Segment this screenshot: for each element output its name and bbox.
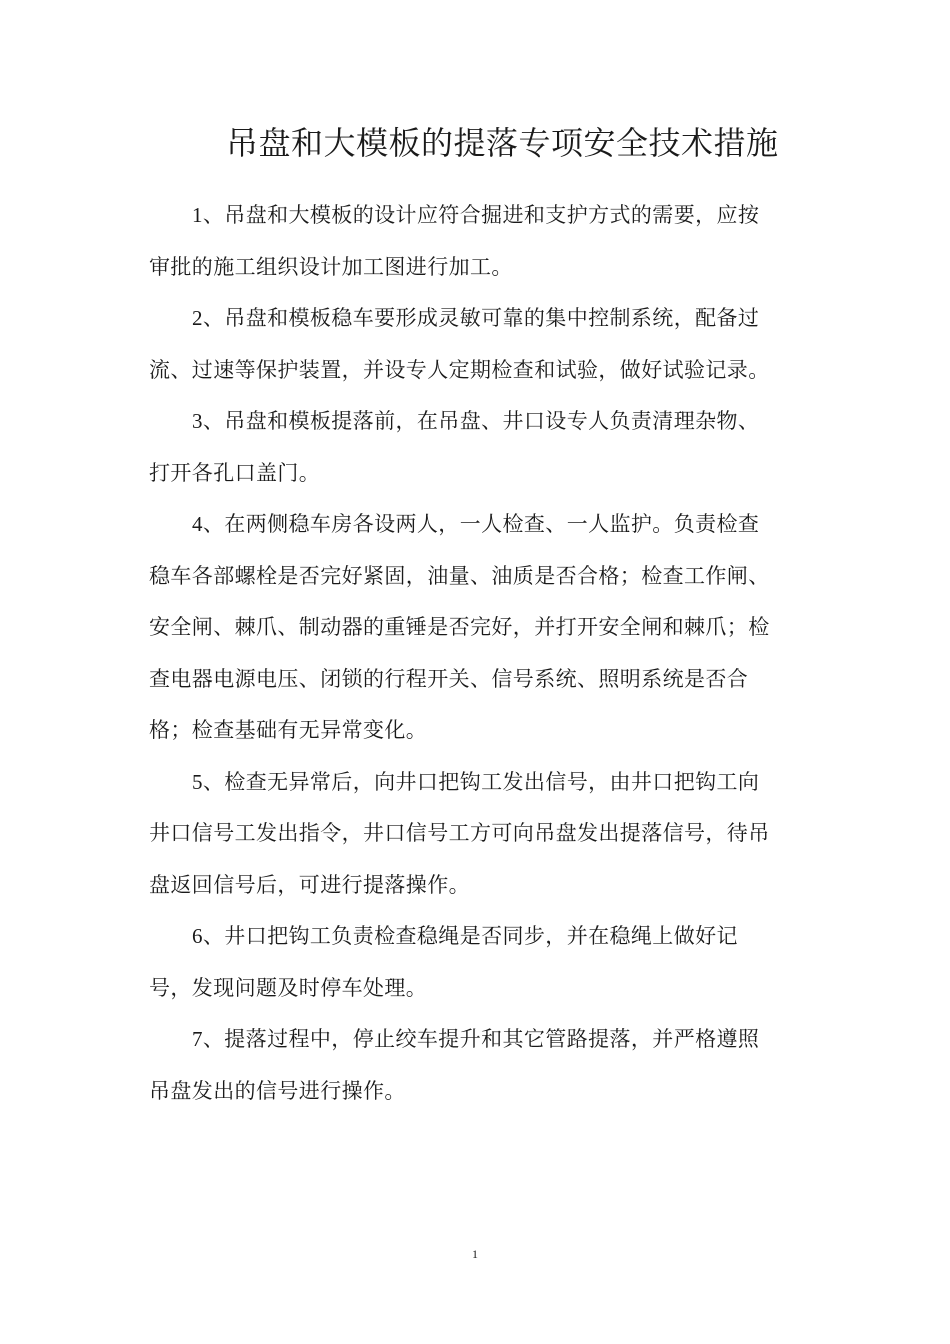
paragraph-2 [149,293,809,396]
paragraph-line [149,757,809,809]
paragraph-number: 3 [192,409,203,433]
paragraph-text: 、吊盘和模板提落前，在吊盘、井口设专人负责清理杂物、 [202,409,760,433]
paragraph-number: 7 [192,1027,203,1051]
paragraph-number: 4 [192,512,203,536]
paragraph-line: 打开各孔口盖门。 [149,460,321,485]
paragraph-line: 格；检查基础有无异常变化。 [149,718,428,742]
paragraph-line [149,293,809,345]
paragraph-text: 、井口把钩工负责检查稳绳是否同步，并在稳绳上做好记 [202,924,738,948]
paragraph-line: 查电器电源电压、闭锁的行程开关、信号系统、照明系统是否合 [149,666,749,691]
paragraph-line: 号，发现问题及时停车处理。 [149,975,428,1000]
paragraph-4 [149,499,809,757]
document-body [149,190,809,1117]
paragraph-5 [149,757,809,912]
paragraph-text: 、在两侧稳车房各设两人，一人检查、一人监护。负责检查 [202,512,760,536]
paragraph-line: 审批的施工组织设计加工图进行加工。 [149,254,513,279]
paragraph-line [149,499,809,551]
paragraph-line [149,911,809,963]
paragraph-line: 安全闸、棘爪、制动器的重锤是否完好，并打开安全闸和棘爪；检 [149,615,770,639]
paragraph-line [149,396,809,448]
paragraph-6 [149,911,809,1014]
page-number: 1 [472,1247,478,1261]
paragraph-line [149,1014,809,1066]
paragraph-7 [149,1014,809,1117]
paragraph-line: 流、过速等保护装置，并设专人定期检查和试验，做好试验记录。 [149,357,770,382]
paragraph-text: 、吊盘和模板稳车要形成灵敏可靠的集中控制系统，配备过 [202,306,760,330]
paragraph-line [149,190,809,242]
paragraph-number: 2 [192,306,203,330]
paragraph-text: 、提落过程中，停止绞车提升和其它管路提落，并严格遵照 [202,1027,760,1051]
document-title: 吊盘和大模板的提落专项安全技术措施 [226,124,779,162]
paragraph-line: 盘返回信号后，可进行提落操作。 [149,872,470,897]
paragraph-line: 吊盘发出的信号进行操作。 [149,1078,406,1103]
paragraph-number: 1 [192,203,203,227]
paragraph-number: 5 [192,769,203,794]
paragraph-1 [149,190,809,293]
paragraph-line: 井口信号工发出指令，井口信号工方可向吊盘发出提落信号，待吊 [149,821,770,845]
paragraph-3 [149,396,809,499]
paragraph-line: 稳车各部螺栓是否完好紧固，油量、油质是否合格；检查工作闸、 [149,563,770,588]
paragraph-text: 、检查无异常后，向井口把钩工发出信号，由井口把钩工向 [202,769,760,794]
paragraph-text: 、吊盘和大模板的设计应符合掘进和支护方式的需要，应按 [202,203,760,227]
paragraph-number: 6 [192,924,203,948]
